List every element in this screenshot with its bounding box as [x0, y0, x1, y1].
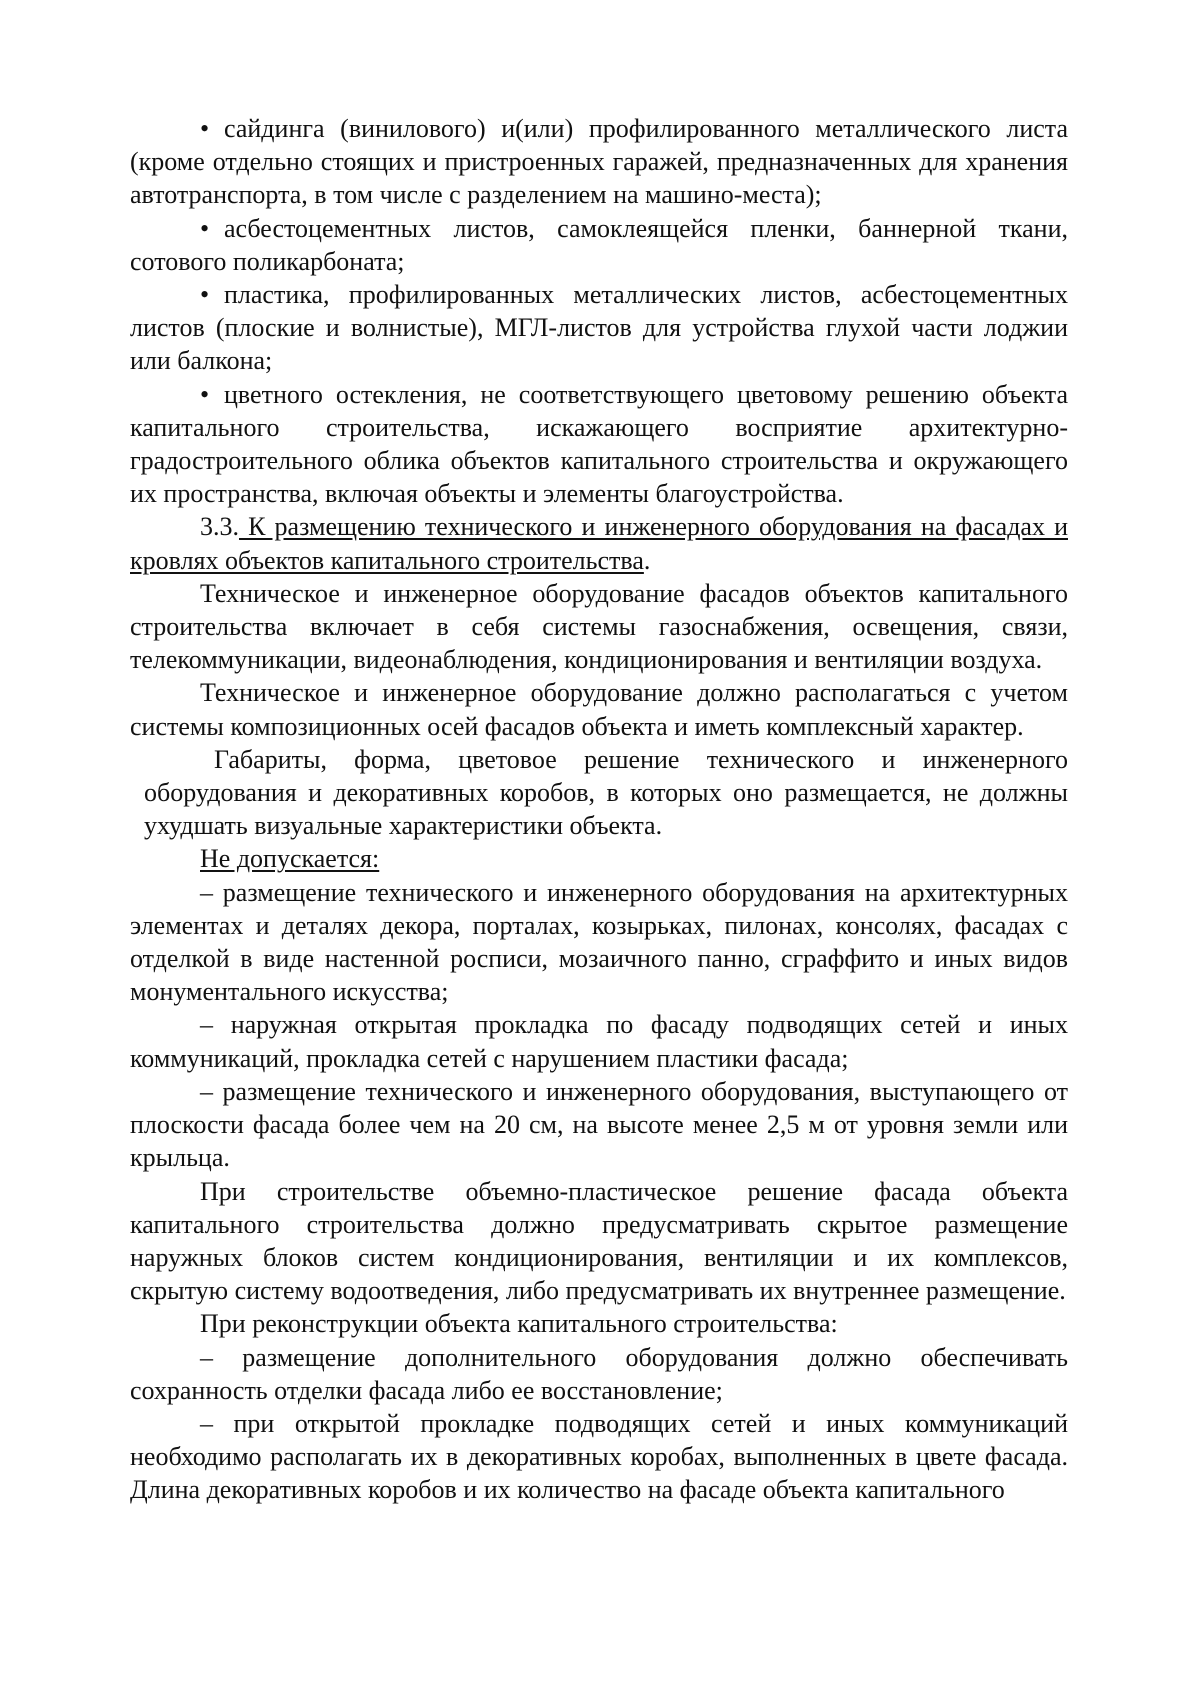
section-title: К размещению технического и инженерного оборудования на фасадах и кровлях объектов капитального строительства [130, 512, 1068, 575]
prohibition-item-decor: – размещение технического и инженерного оборудования на архитектурных элементах и деталях декора, порталах, козырьках, пилонах, консолях, фасадах с отделкой в виде настенной росписи, мозаичного панно, сграффито и иных видов монументального искусства; [130, 877, 1068, 1007]
prohibition-item-protrusion: – размещение технического и инженерного оборудования, выступающего от плоскости фасада более чем на 20 см, на высоте менее 2,5 м от уровня земли или крыльца. [130, 1076, 1068, 1173]
prohibited-heading [130, 842, 1068, 875]
bullet-marker: • [200, 114, 210, 143]
list-item-asbestos [130, 212, 1068, 278]
list-item-text: сайдинга (винилового) и(или) профилированного металлического листа (кроме отдельно стоящих и пристроенных гаражей, предназначенных для хранения автотранспорта, в том числе с разделением на машино-места); [130, 114, 1068, 210]
reconstruction-item-ducts: – при открытой прокладке подводящих сетей и иных коммуникаций необходимо располагать их в декоративных коробах, выполненных в цвете фасада. Длина декоративных коробов и их количество на фасаде объекта капитального [130, 1408, 1068, 1505]
prohibited-heading-text: Не допускается: [200, 844, 380, 874]
document-page [130, 112, 1068, 1507]
reconstruction-item-equipment: – размещение дополнительного оборудования должно обеспечивать сохранность отделки фасада либо ее восстановление; [130, 1342, 1068, 1405]
section-title-tail: . [643, 545, 651, 575]
prohibition-item-open-routing: – наружная открытая прокладка по фасаду подводящих сетей и иных коммуникаций, прокладка сетей с нарушением пластики фасада; [130, 1010, 1068, 1073]
list-item-siding [130, 112, 1068, 212]
bullet-marker: • [200, 379, 210, 409]
list-item-text: асбестоцементных листов, самоклеящейся пленки, баннерной ткани, сотового поликарбоната; [130, 213, 1068, 276]
bullet-marker: • [200, 213, 210, 243]
section-heading-3-3 [130, 510, 1068, 576]
paragraph-dimensions: Габариты, форма, цветовое решение технического и инженерного оборудования и декоративных коробов, в которых оно размещается, не должны ухудшать визуальные характеристики объекта. [144, 744, 1068, 841]
paragraph-construction: При строительстве объемно-пластическое решение фасада объекта капитального строительства должно предусматривать скрытое размещение наружных блоков систем кондиционирования, вентиляции и их комплексов, скрытую систему водоотведения, либо предусматривать их внутреннее размещение. [130, 1176, 1068, 1306]
section-number: 3.3. [200, 512, 239, 542]
paragraph-equipment-definition: Техническое и инженерное оборудование фасадов объектов капитального строительства включает в себя системы газоснабжения, освещения, связи, телекоммуникации, видеонаблюдения, кондиционирования и вентиляции воздуха. [130, 578, 1068, 675]
bullet-marker: • [200, 280, 210, 310]
list-item-text: пластика, профилированных металлических листов, асбестоцементных листов (плоские и волнистые), МГЛ-листов для устройства глухой части лоджии или балкона; [130, 280, 1068, 376]
paragraph-reconstruction: При реконструкции объекта капитального строительства: [200, 1309, 838, 1339]
list-item-plastic [130, 278, 1068, 378]
list-item-glazing [130, 378, 1068, 511]
list-item-text: цветного остекления, не соответствующего цветовому решению объекта капитального строительства, искажающего восприятие архитектурно-градостроительного облика объектов капитального строительства и окружающего их пространства, включая объекты и элементы благоустройства. [130, 379, 1068, 509]
paragraph-composition-axes: Техническое и инженерное оборудование должно располагаться с учетом системы композиционных осей фасадов объекта и иметь комплексный характер. [130, 678, 1068, 741]
